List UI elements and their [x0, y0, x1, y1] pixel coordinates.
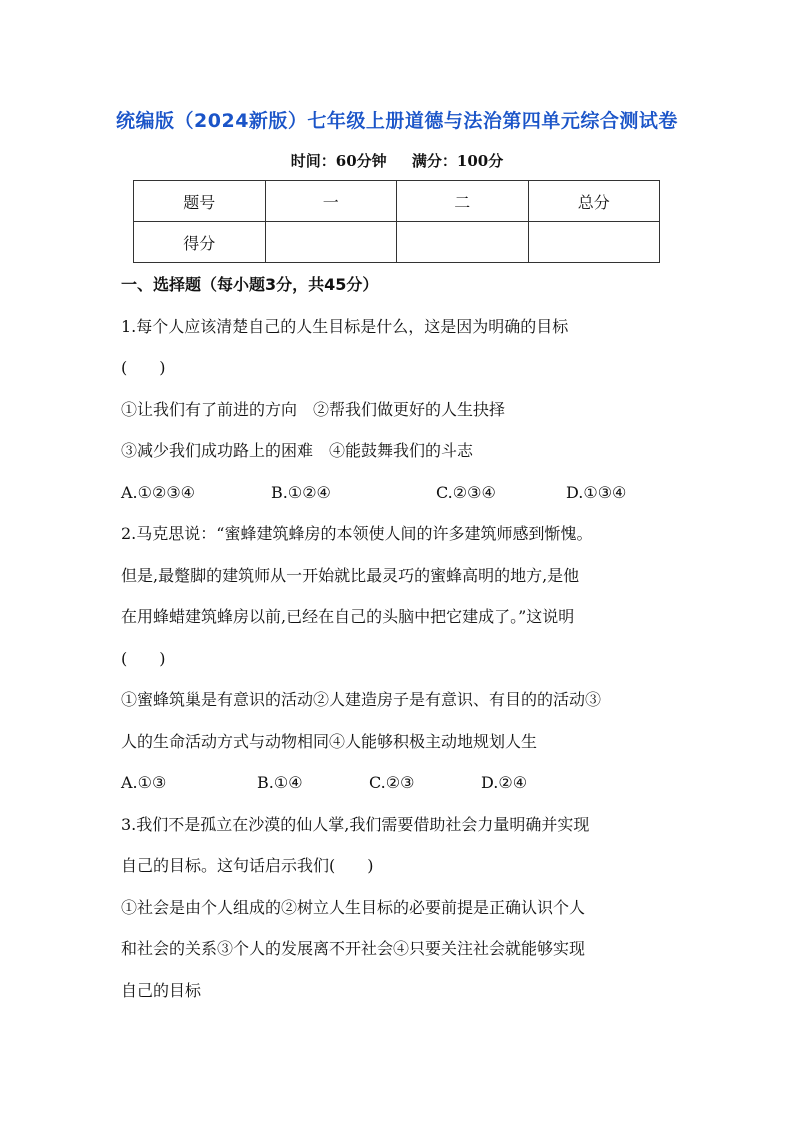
q2-choice-a[interactable]: A.①③ — [121, 773, 167, 792]
q1-option-line: ③减少我们成功路上的困难 ④能鼓舞我们的斗志 — [121, 441, 474, 460]
q2-choice-b[interactable]: B.①④ — [257, 773, 303, 792]
q1-option-line: ①让我们有了前进的方向 ②帮我们做更好的人生抉择 — [121, 399, 506, 419]
header-cell-question-number: 题号 — [134, 181, 266, 222]
header-cell-part-one: 一 — [265, 181, 397, 222]
q2-choices — [121, 766, 691, 808]
q3-stem: 3.我们不是孤立在沙漠的仙人掌,我们需要借助社会力量明确并实现 — [121, 814, 590, 834]
question-section — [121, 268, 691, 1015]
score-table-score-row — [134, 222, 660, 263]
q2-option-line: ①蜜蜂筑巢是有意识的活动②人建造房子是有意识、有目的的活动③ — [121, 690, 602, 709]
q1-choice-a[interactable]: A.①②③④ — [121, 482, 196, 502]
exam-full-score: 满分：100分 — [411, 152, 504, 170]
page-title: 统编版（2024新版）七年级上册道德与法治第四单元综合测试卷 — [116, 110, 678, 132]
score-cell-total[interactable] — [528, 222, 660, 263]
score-cell-part-one[interactable] — [265, 222, 397, 263]
q1-bracket: ( ) — [121, 358, 166, 377]
q2-stem: 但是,最蹩脚的建筑师从一开始就比最灵巧的蜜蜂高明的地方,是他 — [121, 565, 580, 585]
q3-stem: 自己的目标。这句话启示我们( ) — [121, 856, 374, 875]
score-row-label: 得分 — [134, 222, 266, 263]
q2-choice-c[interactable]: C.②③ — [369, 773, 415, 792]
q3-option-line: 自己的目标 — [121, 980, 202, 1000]
header-cell-total: 总分 — [528, 181, 660, 222]
q3-option-line: ①社会是由个人组成的②树立人生目标的必要前提是正确认识个人 — [121, 897, 586, 917]
q1-choice-b[interactable]: B.①②④ — [271, 482, 331, 502]
q1-choice-c[interactable]: C.②③④ — [436, 482, 496, 502]
q2-option-line: 人的生命活动方式与动物相同④人能够积极主动地规划人生 — [121, 731, 538, 751]
q1-choice-d[interactable]: D.①③④ — [566, 482, 627, 502]
q2-stem: 2.马克思说：“蜜蜂建筑蜂房的本领使人间的许多建筑师感到惭愧。 — [121, 524, 593, 543]
section-heading: 一、选择题（每小题3分，共45分） — [121, 275, 379, 294]
q1-choices — [121, 476, 691, 518]
exam-time: 时间：60分钟 — [290, 152, 387, 170]
q2-choice-d[interactable]: D.②④ — [481, 773, 528, 792]
score-table-header-row — [134, 181, 660, 222]
exam-meta — [0, 150, 794, 171]
score-table — [133, 180, 660, 263]
q3-option-line: 和社会的关系③个人的发展离不开社会④只要关注社会就能够实现 — [121, 939, 586, 958]
q2-bracket: ( ) — [121, 648, 166, 668]
q1-stem: 1.每个人应该清楚自己的人生目标是什么，这是因为明确的目标 — [121, 316, 569, 336]
score-cell-part-two[interactable] — [397, 222, 529, 263]
header-cell-part-two: 二 — [397, 181, 529, 222]
q2-stem: 在用蜂蜡建筑蜂房以前,已经在自己的头脑中把它建成了。”这说明 — [121, 607, 575, 626]
